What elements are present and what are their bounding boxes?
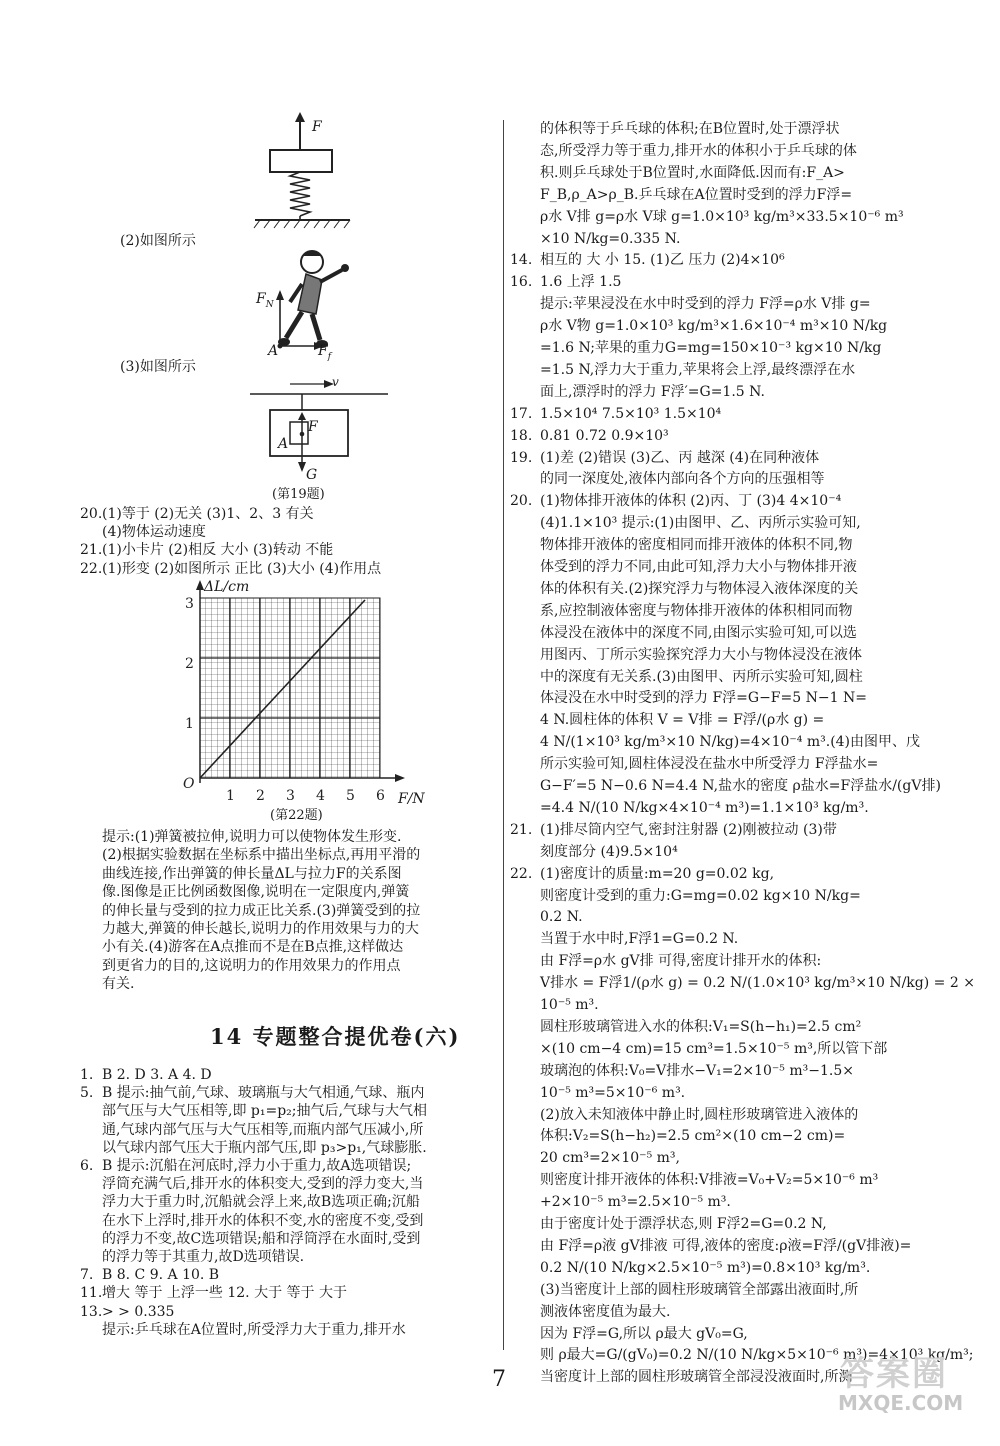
section-title: 14 专题整合提优卷(六) [210,1024,461,1049]
answer-text: B 8. C 9. A 10. B [102,1267,220,1284]
svg-text:O: O [183,776,195,792]
answer-text: (1)密度计的质量:m=20 g=0.02 kg, [540,865,775,882]
answer-text: 20 cm³=2×10⁻⁵ m³, [540,1150,680,1167]
answer-text: 以气球内部气压大于瓶内部气压,即 p₃>p₁,气球膨胀. [102,1139,427,1156]
answer-text: 则密度计排开液体的体积:V排液=V₀+V₂=5×10⁻⁶ m³ [540,1172,879,1189]
q20-num: 20. [80,506,103,522]
svg-text:4: 4 [316,788,325,804]
svg-text:6: 6 [376,788,385,804]
q21-left [80,541,334,559]
answer-num: 11. [80,1285,103,1302]
answer-text: +2×10⁻⁵ m³=2.5×10⁻⁵ m³. [540,1194,731,1211]
svg-text:2: 2 [256,788,265,804]
answer-text: 0.2 N. [540,909,583,926]
answer-text: 4 N.圆柱体的体积 V = V排 = F浮/(ρ水 g) = [540,712,825,729]
answer-text: 浮力大于重力时,沉船就会浮上来,故B选项正确;沉船 [102,1194,420,1211]
answer-num: 17. [510,405,533,422]
answer-text: 0.81 0.72 0.9×10³ [540,427,669,444]
answer-text: 10⁻⁵ m³. [540,997,599,1013]
graph-x-label: F/N [398,791,425,807]
watermark-logo: 答案圈 [840,1354,948,1394]
answer-text: 由 F浮=ρ水 gV排 可得,密度计排开水的体积: [540,953,822,970]
q22-num: 22. [80,561,103,577]
answer-text: > > 0.335 [102,1303,175,1320]
item-3: (3)如图所示 [120,359,196,375]
answer-num: 6. [80,1158,94,1174]
hint-line: 提示:(1)弹簧被拉伸,说明力可以使物体发生形变. [102,829,402,845]
answer-num: 18. [510,427,533,444]
answer-text: 通,气球内部气压与大气压相等,而瓶内部气压减小,所 [102,1121,424,1138]
block-a-label: A [278,436,289,452]
answer-text: 则密度计受到的重力:G=mg=0.02 kg×10 N/kg= [540,887,861,904]
q21-line1: (1)小卡片 (2)相反 大小 (3)转动 不能 [102,542,334,558]
spring-figure [250,110,360,235]
velocity-label: v [332,375,339,389]
hint-line: 的伸长量与受到的拉力成正比关系.(3)弹簧受到的拉 [102,902,421,919]
answer-text: 玻璃泡的体积:V₀=V排水−V₁=2×10⁻⁵ m³−1.5× [540,1062,854,1079]
answer-num: 5. [80,1085,94,1102]
svg-text:3: 3 [286,788,295,804]
answer-text: (1)排尽筒内空气,密封注射器 (2)刚被拉动 (3)带 [540,821,837,838]
force-label: F [312,119,322,135]
answer-text: 体的体积有关.(2)探究浮力与物体浸入液体深度的关 [540,580,859,597]
answer-text: (2)放入未知液体中静止时,圆柱形玻璃管进入液体的 [540,1106,859,1123]
answer-text: 物体排开液体的密度相同而排开液体的体积不同,物 [540,537,853,554]
answer-row [80,1303,175,1321]
answer-text: 体受到的浮力不同,由此可知,浮力大小与物体排开液 [540,559,857,575]
fig3-force-label: F [308,419,318,435]
answer-text: B 提示:抽气前,气球、玻璃瓶与大气相通,气球、瓶内 [102,1085,425,1102]
answer-text: (1)差 (2)错误 (3)乙、丙 越深 (4)在同种液体 [540,449,820,466]
answer-text: 当密度计上部的圆柱形玻璃管全部浸没液面时,所测 [540,1369,853,1386]
spring-extension-graph [175,578,465,808]
graph-y-label: ΔL/cm [204,579,250,595]
svg-text:2: 2 [185,656,194,672]
q22-left [80,560,382,578]
answer-text: 在水下上浮时,排开水的体积不变,水的密度不变,受到 [102,1212,424,1229]
q22-line1: (1)形变 (2)如图所示 正比 (3)大小 (4)作用点 [102,561,382,577]
watermark-url: MXQE.COM [838,1391,964,1415]
answer-num: 7. [80,1267,94,1284]
q20-line1: (1)等于 (2)无关 (3)1、2、3 有关 [102,506,314,522]
svg-text:5: 5 [346,788,355,804]
answer-text: 用图丙、丁所示实验探究浮力大小与物体浸没在液体 [540,646,862,663]
answer-text: 1.6 上浮 1.5 [540,274,622,291]
point-a-label: A [268,343,279,359]
answer-text: B 提示:沉船在河底时,浮力小于重力,故A选项错误; [102,1158,412,1174]
answer-text: 相互的 大 小 15. (1)乙 压力 (2)4×10⁶ [540,252,785,269]
box-force-figure [250,372,390,492]
answer-text: 积.则乒乓球处于B位置时,水面降低.因而有:F_A> [540,164,845,181]
answer-num: 19. [510,449,533,466]
answer-row [510,449,820,467]
answer-text: 提示:苹果浸没在水中时受到的浮力 F浮=ρ水 V排 g= [540,296,871,313]
answer-text: 圆柱形玻璃管进入水的体积:V₁=S(h−h₁)=2.5 cm² [540,1018,862,1035]
answer-text: V排水 = F浮1/(ρ水 g) = 0.2 N/(1.0×10³ kg/m³×10 N/kg) = 2 × [540,975,975,992]
answer-row [510,251,785,269]
answer-row [510,405,722,423]
answer-row [510,427,669,445]
answer-num: 13. [80,1303,103,1320]
answer-row [510,492,842,510]
q20-left [80,505,314,523]
column-divider [503,120,504,1350]
answer-text: 由于密度计处于漂浮状态,则 F浮2=G=0.2 N, [540,1216,827,1232]
answer-num: 14. [510,252,533,269]
answer-text: 的浮力不变,故C选项错误;船和浮筒浮在水面时,受到 [102,1230,421,1247]
page-number: 7 [492,1367,506,1392]
answer-text: 0.2 N/(10 N/kg×2.5×10⁻⁵ m³)=0.8×10³ kg/m³. [540,1259,871,1276]
answer-text: 所示实验可知,圆柱体浸没在盐水中所受浮力 F浮盐水= [540,756,879,773]
answer-text: 10⁻⁵ m³=5×10⁻⁶ m³. [540,1084,686,1101]
answer-text: ×10 N/kg=0.335 N. [540,230,681,247]
answer-text: 的浮力等于其重力,故D选项错误. [102,1249,305,1265]
answer-text: (1)物体排开液体的体积 (2)丙、丁 (3)4 4×10⁻⁴ [540,493,842,510]
answer-row [510,865,775,883]
answer-text: =1.6 N;苹果的重力G=mg=150×10⁻³ kg×10 N/kg [540,340,882,356]
answer-text: G−F′=5 N−0.6 N=4.4 N,盐水的密度 ρ盐水=F浮盐水/(gV排) [540,778,941,794]
answer-text: 增大 等于 上浮一些 12. 大于 等于 大于 [102,1285,347,1302]
gravity-label: G [306,467,318,483]
answer-text: 提示:乒乓球在A位置时,所受浮力大于重力,排开水 [102,1321,406,1338]
normal-force-label: $F_N$ [256,291,274,310]
answer-text: 当置于水中时,F浮1=G=0.2 N. [540,931,739,948]
answer-row [80,1266,220,1284]
svg-text:1: 1 [185,716,194,732]
answer-row [80,1157,412,1175]
answer-text: =1.5 N,浮力大于重力,苹果将会上浮,最终漂浮在水 [540,361,856,378]
answer-text: 测液体密度值为最大. [540,1303,671,1320]
answer-text: (4)1.1×10³ 提示:(1)由图甲、乙、丙所示实验可知, [540,515,861,532]
hint-line: 力越大,弹簧的伸长越长,说明力的作用效果与力的大 [102,921,419,937]
answer-text: ρ水 V排 g=ρ水 V球 g=1.0×10³ kg/m³×33.5×10⁻⁶ m³ [540,208,904,225]
answer-text: 刻度部分 (4)9.5×10⁴ [540,843,678,860]
answer-text: 中的深度有无关系.(3)由图甲、丙所示实验可知,圆柱 [540,668,863,685]
answer-text: ×(10 cm−4 cm)=15 cm³=1.5×10⁻⁵ m³,所以管下部 [540,1040,888,1057]
svg-text:3: 3 [185,596,194,612]
answer-text: 因为 F浮=G,所以 ρ最大 gV₀=G, [540,1325,748,1342]
answer-row [510,273,622,291]
answer-text: 体浸没在液体中的深度不同,由图示实验可知,可以选 [540,624,857,641]
fig22-caption: (第22题) [270,808,323,823]
hint-line: 曲线连接,作出弹簧的伸长量ΔL与拉力F的关系图 [102,865,402,882]
answer-text: 4 N/(1×10³ kg/m³×10 N/kg)=4×10⁻⁴ m³.(4)由图甲、戊 [540,734,921,751]
answer-text: 的同一深度处,液体内部向各个方向的压强相等 [540,471,825,488]
hint-line: 到更省力的目的,这说明力的作用效果力的作用点 [102,957,401,974]
answer-text: 体浸没在水中时受到的浮力 F浮=G−F=5 N−1 N= [540,690,867,707]
answer-text: =4.4 N/(10 N/kg×4×10⁻⁴ m³)=1.1×10³ kg/m³. [540,799,869,816]
answer-text: 系,应控制液体密度与物体排开液体的体积相同而物 [540,602,853,619]
answer-text: 的体积等于乒乓球的体积;在B位置时,处于漂浮状 [540,121,840,137]
answer-text: 1.5×10⁴ 7.5×10³ 1.5×10⁴ [540,405,722,422]
answer-num: 1. [80,1067,94,1083]
answer-text: 面上,漂浮时的浮力 F浮′=G=1.5 N. [540,383,765,400]
answer-text: 体积:V₂=S(h−h₂)=2.5 cm²×(10 cm−2 cm)= [540,1128,846,1145]
answer-text: ρ水 V物 g=1.0×10³ kg/m³×1.6×10⁻⁴ m³×10 N/kg [540,318,888,335]
answer-text: 部气压与大气压相等,即 p₁=p₂;抽气后,气球与大气相 [102,1103,427,1120]
answer-row [510,821,837,839]
answer-text: 态,所受浮力等于重力,排开水的体积小于乒乓球的体 [540,142,857,159]
fig19-caption: (第19题) [272,487,325,502]
answer-row [80,1066,212,1084]
item-2: (2)如图所示 [120,233,196,249]
answer-text: 则 ρ最大=G/(gV₀)=0.2 N/(10 N/kg×5×10⁻⁶ m³)=4×10³ kg/m³; [540,1347,974,1364]
answer-text: (3)当密度计上部的圆柱形玻璃管全部露出液面时,所 [540,1281,859,1298]
hint-line: (2)根据实验数据在坐标系中描出坐标点,再用平滑的 [102,847,421,864]
answer-num: 16. [510,274,533,291]
answer-row [80,1084,425,1102]
answer-text: 由 F浮=ρ液 gV排液 可得,液体的密度:ρ液=F浮/(gV排液)= [540,1237,912,1254]
answer-num: 20. [510,493,533,510]
answer-text: F_B,ρ_A>ρ_B.乒乓球在A位置时受到的浮力F浮= [540,186,853,203]
answer-num: 21. [510,821,533,838]
answer-text: B 2. D 3. A 4. D [102,1067,212,1083]
hint-line: 小有关.(4)游客在A点推而不是在B点推,这样做达 [102,939,404,956]
friction-force-label: $F_f$ [318,343,332,362]
hint-line: 像.图像是正比例函数图像,说明在一定限度内,弹簧 [102,884,410,901]
q21-num: 21. [80,542,103,558]
answer-num: 22. [510,865,533,882]
q20-line2: (4)物体运动速度 [102,524,206,540]
answer-text: 浮筒充满气后,排开水的体积变大,受到的浮力变大,当 [102,1176,424,1193]
svg-text:1: 1 [226,788,235,804]
hint-line: 有关. [102,976,135,993]
answer-row [80,1284,347,1302]
